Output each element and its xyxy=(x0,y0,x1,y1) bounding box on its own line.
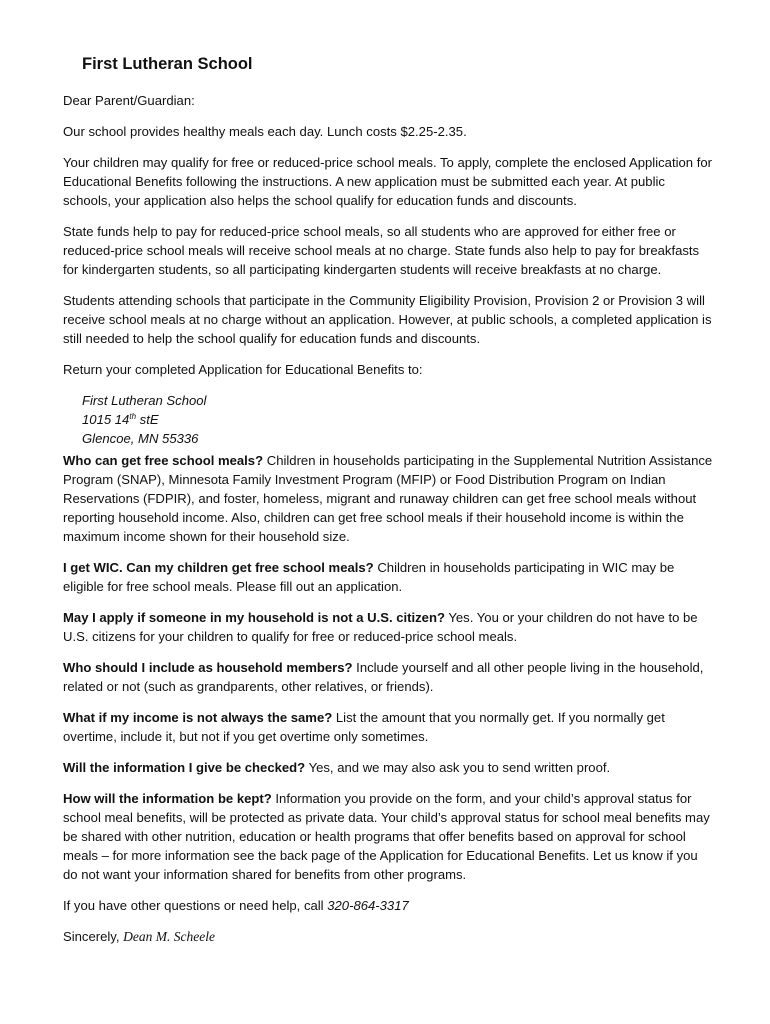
faq-answer: Information you provide on the form, and your child’s approval status for school meal benefits, will be protected as private data. Your child’s approval status for school meal benefits may be shared with other nutrition, education or health programs that offer benefits based on approval for school meals – for more information see the back page of the Application for Educational Benefits. Let us know if you do not want your information shared for benefits from other programs. xyxy=(63,791,710,882)
faq-question: What if my income is not always the same? xyxy=(63,710,333,725)
return-line: Return your completed Application for Educational Benefits to: xyxy=(63,362,423,377)
state-funds-paragraph: State funds help to pay for reduced-price school meals, so all students who are approved for either free or reduced-price school meals will receive school meals at no charge. State funds also help to pay for breakfasts for kindergarten students, so all participating kindergarten students will receive breakfasts at no charge. xyxy=(63,224,700,277)
faq-answer: Children in households participating in the Supplemental Nutrition Assistance Program (SNAP), Minnesota Family Investment Program (MFIP) or Food Distribution Program on Indian Reservations (FDPIR), and foster, homeless, migrant and runaway children can get free school meals without reporting household income. Also, children can get free school meals if their household income is within the maximum income shown for their household size. xyxy=(63,453,713,544)
qualify-paragraph: Your children may qualify for free or reduced-price school meals. To apply, complete the enclosed Application for Educational Benefits following the instructions. A new application must be submitted each year. At public schools, your application also helps the school qualify for education funds and discounts. xyxy=(63,155,712,208)
faq-question: May I apply if someone in my household is not a U.S. citizen? xyxy=(63,610,445,625)
intro-paragraph: Our school provides healthy meals each day. Lunch costs $2.25-2.35. xyxy=(63,124,467,139)
school-title: First Lutheran School xyxy=(82,55,253,73)
street-number: 1015 14 xyxy=(82,412,130,427)
closing: Sincerely, xyxy=(63,929,124,944)
faq-item xyxy=(63,758,713,777)
faq-answer: Include yourself and all other people living in the household, related or not (such as grandparents, other relatives, or friends). xyxy=(63,660,704,694)
return-address xyxy=(82,391,713,448)
street-suffix: stE xyxy=(136,412,159,427)
faq-question: How will the information be kept? xyxy=(63,791,272,806)
faq-question: I get WIC. Can my children get free school meals? xyxy=(63,560,374,575)
greeting: Dear Parent/Guardian: xyxy=(63,93,195,108)
address-line-1: First Lutheran School xyxy=(82,393,207,408)
faq-answer: Yes, and we may also ask you to send written proof. xyxy=(305,760,611,775)
faq-item xyxy=(63,451,713,546)
help-phone: 320-864-3317 xyxy=(327,898,409,913)
closing-line xyxy=(63,927,713,946)
faq-item xyxy=(63,789,713,884)
faq-item xyxy=(63,558,713,596)
faq-answer: Children in households participating in WIC may be eligible for free school meals. Please fill out an application. xyxy=(63,560,675,594)
help-line xyxy=(63,896,713,915)
address-line-3: Glencoe, MN 55336 xyxy=(82,431,199,446)
faq-item xyxy=(63,708,713,746)
faq-question: Will the information I give be checked? xyxy=(63,760,306,775)
faq-answer: List the amount that you normally get. If you normally get overtime, include it, but not if you get overtime only sometimes. xyxy=(63,710,665,744)
street-ordinal: th xyxy=(129,412,137,421)
address-line-2 xyxy=(82,410,713,429)
faq-item xyxy=(63,608,713,646)
faq-question: Who can get free school meals? xyxy=(63,453,264,468)
faq-question: Who should I include as household members? xyxy=(63,660,353,675)
cep-paragraph: Students attending schools that participate in the Community Eligibility Provision, Provision 2 or Provision 3 will receive school meals at no charge without an application. However, at public schools, a completed application is still needed to help the school qualify for education funds and discounts. xyxy=(63,293,712,346)
faq-answer: Yes. You or your children do not have to be U.S. citizens for your children to qualify for free or reduced-price school meals. xyxy=(63,610,698,644)
faq-item xyxy=(63,658,713,696)
signature: Dean M. Scheele xyxy=(123,929,215,944)
help-text: If you have other questions or need help, call xyxy=(63,898,328,913)
letter xyxy=(63,52,713,946)
